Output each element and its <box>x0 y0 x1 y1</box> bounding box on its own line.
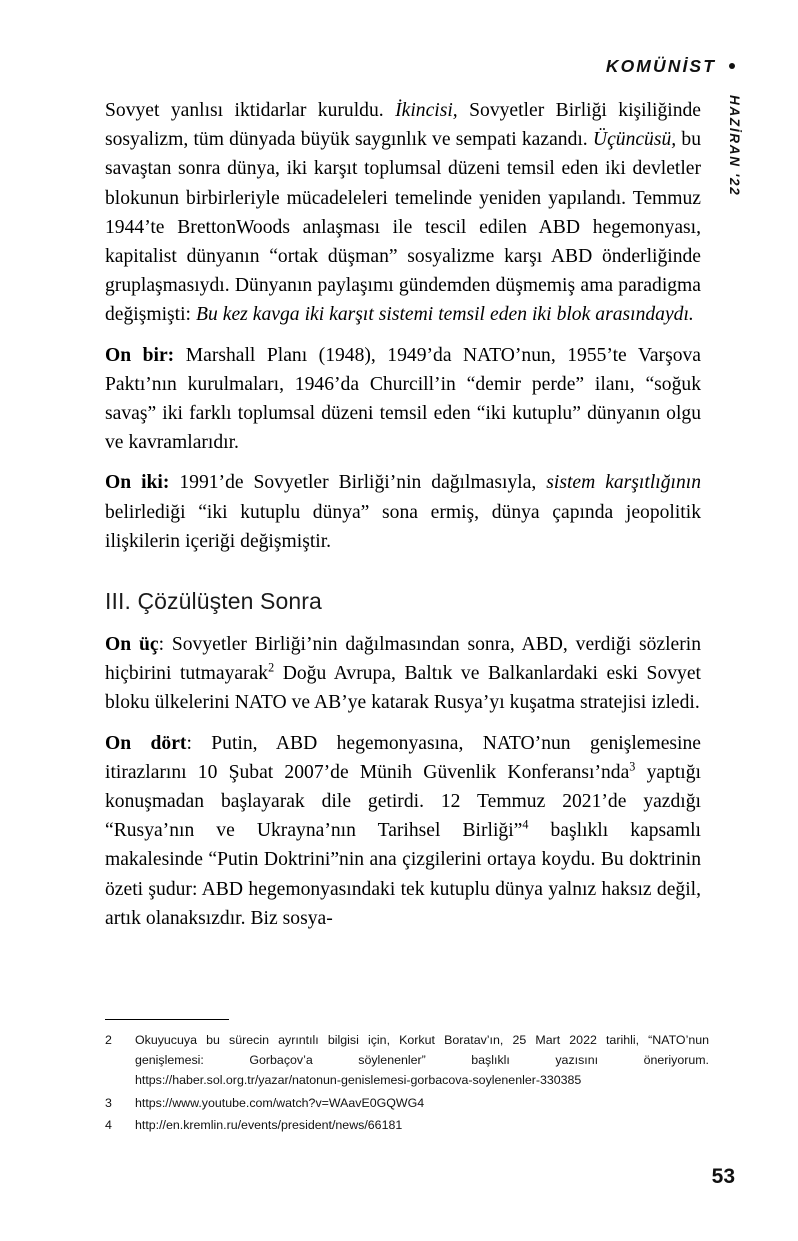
footnote-separator-rule <box>105 1019 229 1020</box>
paragraph-on-bir <box>105 341 701 458</box>
running-head <box>606 56 735 77</box>
footnote-text: Okuyucuya bu sürecin ayrıntılı bilgisi için, Korkut Boratav’ın, 25 Mart 2022 tarihli, “NATO’nun genişlemesi: Gorbaçov’a söylenenler” başlıklı yazısını öneriyorum. https://haber.sol.org.tr/yazar/natonun-genislemesi-gorbacova-soylenenler-330385 <box>135 1033 709 1088</box>
par4-run-1: : Sovyetler Birliği’nin dağılmasından sonra, ABD, verdiği sözlerin hiçbirini tutmayarak <box>105 634 702 685</box>
footnote-text[interactable]: http://en.kremlin.ru/events/president/news/66181 <box>135 1117 403 1132</box>
footnote-marker-3[interactable]: 3 <box>629 759 636 774</box>
par5-run-1: : Putin, ABD hegemonyasına, NATO’nun genişlemesine itirazlarını 10 Şubat 2007’de Münih Güvenlik Konferansı’nda <box>105 732 701 783</box>
paragraph-on-dort <box>105 729 701 933</box>
par3-italic-sistem-karsitligi: sistem karşıtlığının <box>546 472 701 494</box>
page-number: 53 <box>711 1165 735 1188</box>
footnote-area <box>105 1019 709 1137</box>
par5-run-3: başlıklı kapsamlı makalesinde “Putin Doktrini”nin ana çizgilerini ortaya koydu. Bu doktrinin özeti şudur: ABD hegemonyasındaki tek kutuplu dünya yalnız haksız değil, artık olanaksızdır. Biz sosya- <box>105 820 701 929</box>
par4-lead-label: On üç <box>105 634 159 656</box>
par5-lead-label: On dört <box>105 732 187 754</box>
par2-run-1: Marshall Planı (1948), 1949’da NATO’nun, 1955’te Varşova Paktı’nın kurulmaları, 1946’da Churcill’in “demir perde” ilanı, “soğuk savaş” iki farklı toplumsal düzeni temsil eden “iki kutuplu” dünyanın olgu ve kavramlarıdır. <box>105 344 701 454</box>
paragraph-on-uc <box>105 630 701 718</box>
footnote-text[interactable]: https://www.youtube.com/watch?v=WAavE0GQWG4 <box>135 1095 425 1110</box>
text-column <box>105 96 701 933</box>
par3-run-1: 1991’de Sovyetler Birliği’nin dağılmasıyla, <box>169 472 547 494</box>
running-head-issue-date: HAZİRAN '22 <box>727 95 742 197</box>
par1-italic-ikincisi: İkincisi, <box>395 100 458 121</box>
paragraph-on-iki <box>105 468 701 556</box>
footnote-marker-2[interactable]: 2 <box>268 660 275 675</box>
par5-run-2: yaptığı konuşmadan başlayarak dile getirdi. 12 Temmuz 2021’de yazdığı “Rusya’nın ve Ukrayna’nın Tarihsel Birliği” <box>105 761 701 842</box>
footnote-item <box>105 1115 709 1135</box>
par1-run-2: Sovyetler Birliği kişiliğinde sosyalizm, tüm dünyada büyük saygınlık ve sempati kazandı. <box>105 100 701 151</box>
par1-run-3: bu savaştan sonra dünya, iki karşıt toplumsal düzeni temsil eden iki devletler blokunun birbirleriyle mücadeleleri temelinde yeniden yapılandı. Temmuz 1944’te BrettonWoods anlaşması ile tescil edilen ABD hegemonyası, kapitalist dünyanın “ortak düşman” sosyalizme karşı ABD önderliğinde gruplaşmasıydı. Dünyanın paylaşımı gündemden düşmemiş ama paradigma değişmişti: <box>105 129 701 326</box>
par4-run-2: Doğu Avrupa, Baltık ve Balkanlardaki eski Sovyet bloku ülkelerini NATO ve AB’ye katarak Rusya’yı kuşatma stratejisi izledi. <box>105 663 701 714</box>
footnote-number: 4 <box>105 1117 112 1132</box>
par3-lead-label: On iki: <box>105 472 170 494</box>
footnote-number: 3 <box>105 1095 112 1110</box>
par1-italic-ucuncusu: Üçüncüsü, <box>592 129 677 151</box>
bullet-dot-icon <box>729 63 735 69</box>
running-head-title: KOMÜNİST <box>605 56 716 76</box>
footnote-item <box>105 1093 709 1113</box>
footnote-number: 2 <box>105 1033 112 1047</box>
section-heading: III. Çözülüşten Sonra <box>105 588 322 615</box>
par2-lead-label: On bir: <box>105 344 175 366</box>
par1-italic-closing: Bu kez kavga iki karşıt sistemi temsil eden iki blok arasındaydı. <box>196 304 694 326</box>
footnote-marker-4[interactable]: 4 <box>522 817 529 832</box>
par1-run-1: Sovyet yanlısı iktidarlar kuruldu. <box>105 100 396 121</box>
par3-run-2: belirlediği “iki kutuplu dünya” sona ermiş, dünya çapında jeopolitik ilişkilerin içeriği değişmiştir. <box>105 501 701 552</box>
paragraph-continued <box>105 96 701 330</box>
footnote-item <box>105 1030 709 1091</box>
